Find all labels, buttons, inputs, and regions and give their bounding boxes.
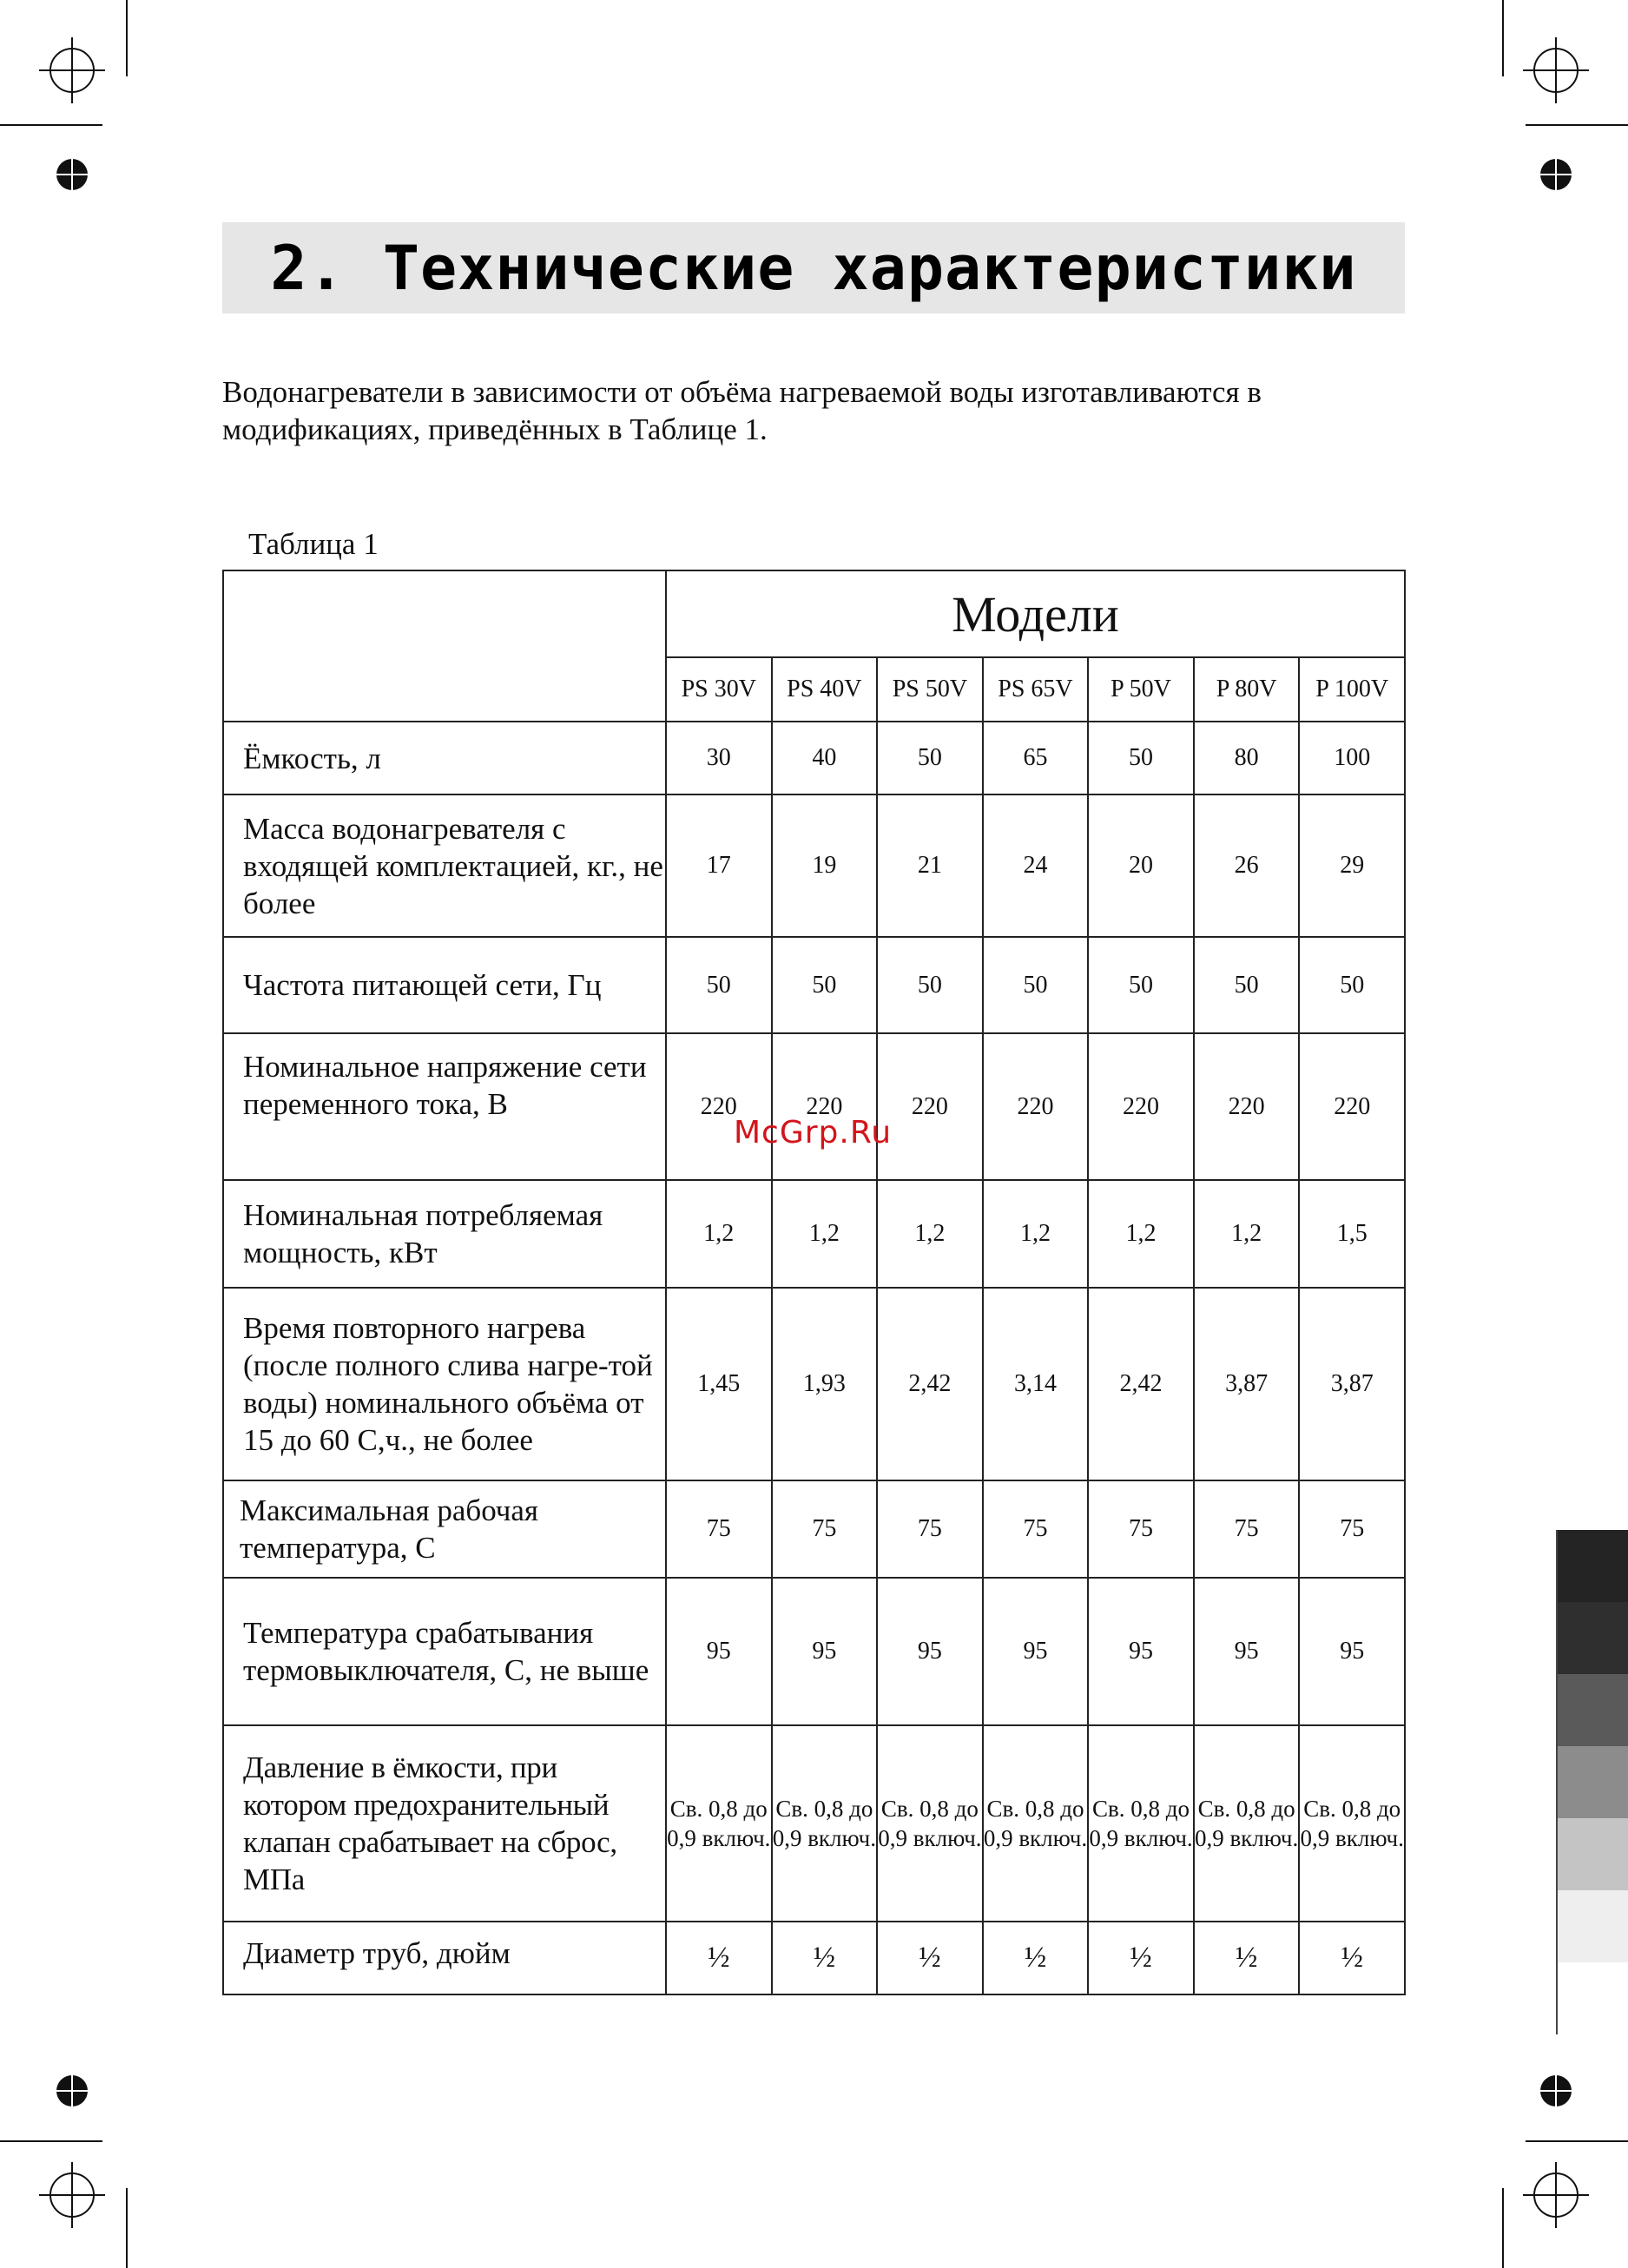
trim-mark-top-right bbox=[1502, 0, 1504, 76]
table-row bbox=[223, 1480, 1405, 1578]
value-cell: 3,87 bbox=[1299, 1288, 1405, 1480]
value-cell: 21 bbox=[877, 794, 983, 937]
value-cell: 50 bbox=[877, 722, 983, 794]
grayscale-swatch bbox=[1556, 1890, 1628, 1962]
value-cell: 220 bbox=[983, 1033, 1089, 1180]
models-title: Модели bbox=[666, 570, 1405, 657]
value-cell: 75 bbox=[666, 1480, 772, 1578]
grayscale-swatch bbox=[1556, 1530, 1628, 1602]
table-row bbox=[223, 1288, 1405, 1480]
table-row bbox=[223, 1578, 1405, 1725]
value-cell: 40 bbox=[772, 722, 878, 794]
value-cell: 1,2 bbox=[1194, 1180, 1300, 1288]
value-cell: 220 bbox=[1088, 1033, 1194, 1180]
registration-mark-bottom-left-icon bbox=[49, 2172, 95, 2218]
trim-mark-bottom-right bbox=[1502, 2188, 1504, 2268]
table-row bbox=[223, 1180, 1405, 1288]
value-cell: 75 bbox=[1194, 1480, 1300, 1578]
table-row bbox=[223, 794, 1405, 937]
value-cell: 50 bbox=[983, 937, 1089, 1033]
trim-mark-top-left-h bbox=[0, 124, 102, 126]
value-cell: 2,42 bbox=[1088, 1288, 1194, 1480]
value-cell: Св. 0,8 до 0,9 включ. bbox=[666, 1725, 772, 1922]
table-row bbox=[223, 1922, 1405, 1994]
trim-mark-top-left bbox=[126, 0, 128, 76]
value-cell: 20 bbox=[1088, 794, 1194, 937]
value-cell: 50 bbox=[1194, 937, 1300, 1033]
header-empty-cell bbox=[223, 570, 666, 722]
value-cell: 50 bbox=[1088, 937, 1194, 1033]
value-cell: Св. 0,8 до 0,9 включ. bbox=[983, 1725, 1089, 1922]
value-cell: ½ bbox=[983, 1922, 1089, 1994]
grayscale-bar bbox=[1556, 1530, 1628, 2034]
trim-mark-bottom-right-h bbox=[1526, 2140, 1628, 2142]
value-cell: 1,2 bbox=[772, 1180, 878, 1288]
value-cell: 26 bbox=[1194, 794, 1300, 937]
value-cell: Св. 0,8 до 0,9 включ. bbox=[1299, 1725, 1405, 1922]
trim-mark-bottom-left-h bbox=[0, 2140, 102, 2142]
value-cell: 50 bbox=[877, 937, 983, 1033]
value-cell: 220 bbox=[772, 1033, 878, 1180]
registration-mark-top-right-icon bbox=[1533, 48, 1579, 93]
value-cell: Св. 0,8 до 0,9 включ. bbox=[1088, 1725, 1194, 1922]
table-header-row bbox=[223, 570, 1405, 657]
value-cell: ½ bbox=[877, 1922, 983, 1994]
section-heading-band bbox=[222, 222, 1405, 313]
registration-dot-top-right-icon bbox=[1540, 159, 1572, 190]
value-cell: 80 bbox=[1194, 722, 1300, 794]
value-cell: 1,2 bbox=[666, 1180, 772, 1288]
value-cell: 95 bbox=[666, 1578, 772, 1725]
value-cell: 1,2 bbox=[1088, 1180, 1194, 1288]
value-cell: 50 bbox=[1088, 722, 1194, 794]
trim-mark-bottom-left bbox=[126, 2188, 128, 2268]
registration-dot-bottom-right-icon bbox=[1540, 2075, 1572, 2106]
value-cell: 1,45 bbox=[666, 1288, 772, 1480]
value-cell: 17 bbox=[666, 794, 772, 937]
value-cell: 1,5 bbox=[1299, 1180, 1405, 1288]
grayscale-swatch bbox=[1556, 1602, 1628, 1674]
value-cell: 95 bbox=[772, 1578, 878, 1725]
value-cell: 220 bbox=[877, 1033, 983, 1180]
value-cell: 3,87 bbox=[1194, 1288, 1300, 1480]
value-cell: 2,42 bbox=[877, 1288, 983, 1480]
value-cell: Св. 0,8 до 0,9 включ. bbox=[772, 1725, 878, 1922]
table-row bbox=[223, 1725, 1405, 1922]
model-code: P 50V bbox=[1088, 657, 1194, 722]
watermark-text: McGrp.Ru bbox=[734, 1115, 893, 1150]
value-cell: 65 bbox=[983, 722, 1089, 794]
model-code: P 80V bbox=[1194, 657, 1300, 722]
value-cell: 95 bbox=[1088, 1578, 1194, 1725]
param-frequency: Частота питающей сети, Гц bbox=[223, 937, 666, 1033]
value-cell: 1,2 bbox=[983, 1180, 1089, 1288]
value-cell: Св. 0,8 до 0,9 включ. bbox=[877, 1725, 983, 1922]
value-cell: 24 bbox=[983, 794, 1089, 937]
param-reheat-time: Время повторного нагрева (после полного слива нагре-той воды) номинального объёма от 15 до 60 С,ч., не более bbox=[223, 1288, 666, 1480]
registration-mark-bottom-right-icon bbox=[1533, 2172, 1579, 2218]
model-code: P 100V bbox=[1299, 657, 1405, 722]
value-cell: 100 bbox=[1299, 722, 1405, 794]
param-pipe-diameter: Диаметр труб, дюйм bbox=[223, 1922, 666, 1994]
table-row bbox=[223, 1033, 1405, 1180]
param-max-temp: Максимальная рабочая температура, С bbox=[223, 1480, 666, 1578]
specs-table bbox=[222, 570, 1406, 1995]
table-row bbox=[223, 937, 1405, 1033]
table-row bbox=[223, 722, 1405, 794]
value-cell: 75 bbox=[983, 1480, 1089, 1578]
value-cell: 220 bbox=[1194, 1033, 1300, 1180]
value-cell: 95 bbox=[1194, 1578, 1300, 1725]
value-cell: 75 bbox=[1088, 1480, 1194, 1578]
value-cell: 1,2 bbox=[877, 1180, 983, 1288]
grayscale-swatch bbox=[1556, 1674, 1628, 1746]
table-caption: Таблица 1 bbox=[248, 527, 379, 561]
param-capacity: Ёмкость, л bbox=[223, 722, 666, 794]
value-cell: 50 bbox=[666, 937, 772, 1033]
value-cell: ½ bbox=[1194, 1922, 1300, 1994]
grayscale-swatch bbox=[1556, 1746, 1628, 1818]
value-cell: 3,14 bbox=[983, 1288, 1089, 1480]
value-cell: ½ bbox=[1299, 1922, 1405, 1994]
value-cell: 1,93 bbox=[772, 1288, 878, 1480]
value-cell: 95 bbox=[877, 1578, 983, 1725]
value-cell: 50 bbox=[772, 937, 878, 1033]
value-cell: ½ bbox=[1088, 1922, 1194, 1994]
registration-dot-top-left-icon bbox=[56, 159, 88, 190]
model-code: PS 50V bbox=[877, 657, 983, 722]
registration-mark-top-left-icon bbox=[49, 48, 95, 93]
model-code: PS 30V bbox=[666, 657, 772, 722]
value-cell: 220 bbox=[1299, 1033, 1405, 1180]
value-cell: 220 bbox=[666, 1033, 772, 1180]
param-power: Номинальная потребляемая мощность, кВт bbox=[223, 1180, 666, 1288]
registration-dot-bottom-left-icon bbox=[56, 2075, 88, 2106]
value-cell: ½ bbox=[772, 1922, 878, 1994]
value-cell: ½ bbox=[666, 1922, 772, 1994]
value-cell: 75 bbox=[877, 1480, 983, 1578]
value-cell: 75 bbox=[1299, 1480, 1405, 1578]
value-cell: 95 bbox=[983, 1578, 1089, 1725]
param-voltage: Номинальное напряжение сети переменного тока, В bbox=[223, 1033, 666, 1180]
value-cell: 30 bbox=[666, 722, 772, 794]
value-cell: Св. 0,8 до 0,9 включ. bbox=[1194, 1725, 1300, 1922]
value-cell: 75 bbox=[772, 1480, 878, 1578]
model-code: PS 40V bbox=[772, 657, 878, 722]
intro-paragraph: Водонагреватели в зависимости от объёма нагреваемой воды изготавливаются в модификациях, приведённых в Таблице 1. bbox=[222, 375, 1262, 446]
section-heading: 2. Технические характеристики bbox=[270, 232, 1357, 304]
model-code: PS 65V bbox=[983, 657, 1089, 722]
grayscale-swatch bbox=[1556, 1818, 1628, 1890]
grayscale-swatch bbox=[1556, 1962, 1628, 2034]
trim-mark-top-right-h bbox=[1526, 124, 1628, 126]
param-mass: Масса водонагревателя с входящей комплектацией, кг., не более bbox=[223, 794, 666, 937]
param-pressure: Давление в ёмкости, при котором предохранительный клапан срабатывает на сброс, МПа bbox=[223, 1725, 666, 1922]
param-thermostat-temp: Температура срабатывания термовыключателя, С, не выше bbox=[223, 1578, 666, 1725]
value-cell: 95 bbox=[1299, 1578, 1405, 1725]
value-cell: 50 bbox=[1299, 937, 1405, 1033]
value-cell: 29 bbox=[1299, 794, 1405, 937]
value-cell: 19 bbox=[772, 794, 878, 937]
